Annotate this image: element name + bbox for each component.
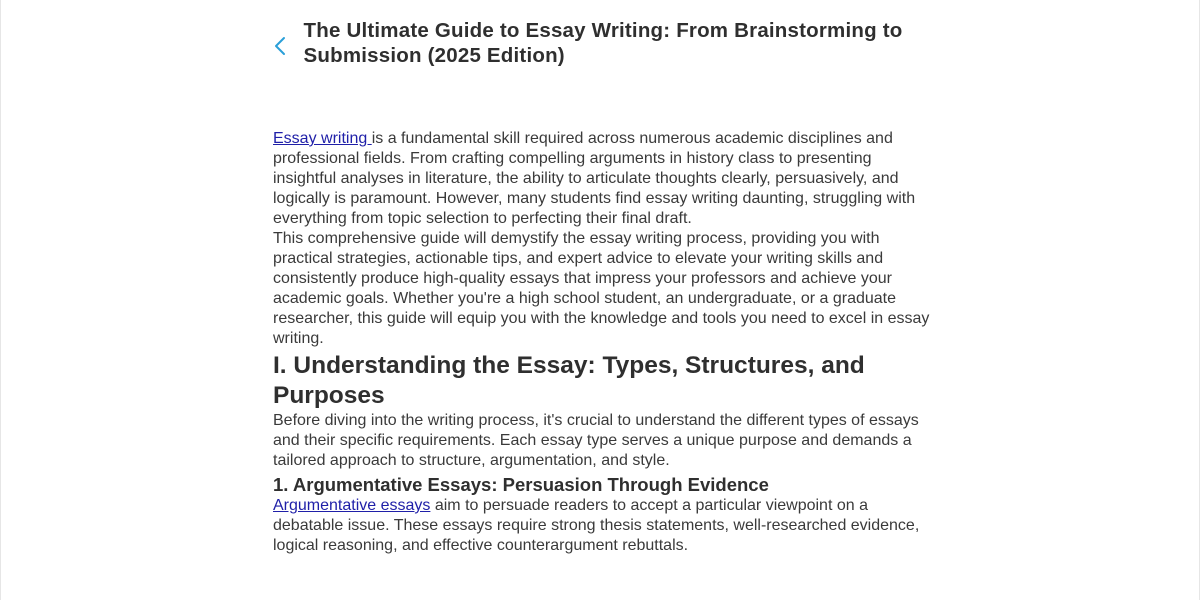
subsection-heading-argumentative: 1. Argumentative Essays: Persuasion Through Evidence bbox=[273, 474, 769, 495]
section-heading-understanding: I. Understanding the Essay: Types, Structures, and Purposes bbox=[273, 352, 865, 409]
argumentative-text: aim to persuade readers to accept a particular viewpoint on a debatable issue. These essays require strong thesis statements, well-researched evidence, logical reasoning, and effective counterargument rebuttals. bbox=[273, 497, 920, 554]
subsection-paragraph-argumentative bbox=[273, 496, 933, 556]
guide-paragraph: This comprehensive guide will demystify the essay writing process, providing you with practical strategies, actionable tips, and expert advice to elevate your writing skills and consistently produce high-quality essays that impress your professors and achieve your academic goals. Whether you're a high school student, an undergraduate, or a graduate researcher, this guide will equip you with the knowledge and tools you need to excel in essay writing. bbox=[273, 230, 930, 347]
intro-text: is a fundamental skill required across numerous academic disciplines and professional fields. From crafting compelling arguments in history class to presenting insightful analyses in literature, the ability to articulate thoughts clearly, persuasively, and logically is paramount. However, many students find essay writing daunting, struggling with everything from topic selection to perfecting their final draft. bbox=[273, 130, 916, 227]
back-button[interactable] bbox=[273, 32, 288, 60]
essay-writing-link[interactable]: Essay writing bbox=[273, 130, 372, 147]
article-body bbox=[273, 129, 933, 556]
article-header bbox=[273, 18, 933, 68]
chevron-left-icon bbox=[273, 36, 287, 56]
section-paragraph-understanding: Before diving into the writing process, it's crucial to understand the different types of essays and their specific requirements. Each essay type serves a unique purpose and demands a tailored approach to structure, argumentation, and style. bbox=[273, 412, 919, 469]
argumentative-essays-link[interactable]: Argumentative essays bbox=[273, 497, 431, 514]
page-title: The Ultimate Guide to Essay Writing: From Brainstorming to Submission (2025 Edition) bbox=[303, 19, 903, 67]
intro-paragraph bbox=[273, 129, 933, 229]
